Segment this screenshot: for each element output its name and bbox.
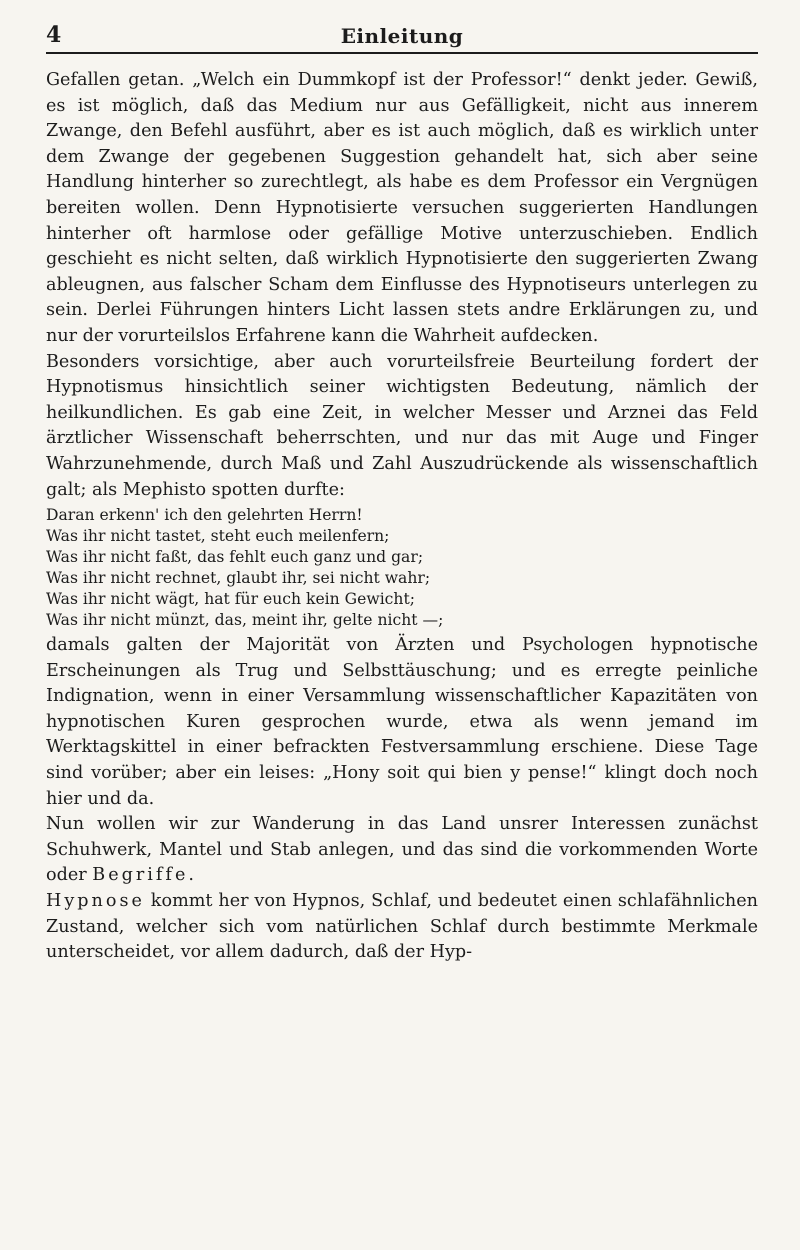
paragraph-3: damals galten der Majorität von Ärzten und Psychologen hypnotische Erscheinungen als Trug und Selbsttäuschung; und es erregte peinliche Indignation, wenn in einer Versammlung wissenschaftlicher Kapazitäten von hypnotischen Kuren gesprochen wurde, etwa als wenn jemand im Werktagskittel in einer befrackten Festversammlung erschiene. Diese Tage sind vorüber; aber ein leises: „Hony soit qui bien y pense!“ klingt doch noch hier und da.: [46, 635, 758, 809]
paragraph-4-end: .: [188, 865, 194, 886]
verse-line: Was ihr nicht wägt, hat für euch kein Gewicht;: [46, 590, 415, 609]
book-page: [46, 22, 758, 966]
verse-line: Was ihr nicht faßt, das fehlt euch ganz und gar;: [46, 548, 424, 567]
running-title: Einleitung: [340, 24, 464, 48]
verse-line: Was ihr nicht tastet, steht euch meilenfern;: [46, 527, 390, 546]
page-number: 4: [46, 22, 62, 48]
verse-line: Daran erkenn' ich den gelehrten Herrn!: [46, 506, 363, 525]
paragraph-5-text: kommt her von Hypnos, Schlaf, und bedeutet einen schlafähnlichen Zustand, welcher sich vom natürlichen Schlaf durch bestimmte Merkmale unterscheidet, vor allem dadurch, daß der Hyp-: [46, 891, 758, 963]
page-header: [46, 22, 758, 54]
paragraph-5: [46, 889, 758, 966]
term-hypnose: Hypnose: [46, 891, 145, 912]
mephisto-quote: [46, 505, 758, 631]
paragraph-4-text: Nun wollen wir zur Wanderung in das Land unsrer Interessen zunächst Schuhwerk, Mantel und Stab anlegen, und das sind die vorkommenden Worte oder: [46, 814, 758, 886]
term-begriffe: Begriffe: [92, 865, 189, 886]
verse-line: Was ihr nicht rechnet, glaubt ihr, sei nicht wahr;: [46, 569, 431, 588]
body-text: [46, 68, 758, 966]
paragraph-4: [46, 812, 758, 889]
verse-line: Was ihr nicht münzt, das, meint ihr, gelte nicht —;: [46, 611, 444, 630]
paragraph-1: Gefallen getan. „Welch ein Dummkopf ist der Professor!“ denkt jeder. Gewiß, es ist möglich, daß das Medium nur aus Gefälligkeit, nicht aus innerem Zwange, den Befehl ausführt, aber es ist auch möglich, daß es wirklich unter dem Zwange der gegebenen Suggestion gehandelt hat, sich aber seine Handlung hinterher so zurechtlegt, als habe es dem Professor ein Vergnügen bereiten wollen. Denn Hypnotisierte versuchen suggerierten Handlungen hinterher oft harmlose oder gefällige Motive unterzuschieben. Endlich geschieht es nicht selten, daß wirklich Hypnotisierte den suggerierten Zwang ableugnen, aus falscher Scham dem Einflusse des Hypnotiseurs unterlegen zu sein. Derlei Führungen hinters Licht lassen stets andre Erklärungen zu, und nur der vorurteilslos Erfahrene kann die Wahrheit aufdecken.: [46, 70, 758, 346]
paragraph-2: Besonders vorsichtige, aber auch vorurteilsfreie Beurteilung fordert der Hypnotismus hinsichtlich seiner wichtigsten Bedeutung, nämlich der heilkundlichen. Es gab eine Zeit, in welcher Messer und Arznei das Feld ärztlicher Wissenschaft beherrschten, und nur das mit Auge und Finger Wahrzunehmende, durch Maß und Zahl Auszudrückende als wissenschaftlich galt; als Mephisto spotten durfte:: [46, 351, 758, 500]
